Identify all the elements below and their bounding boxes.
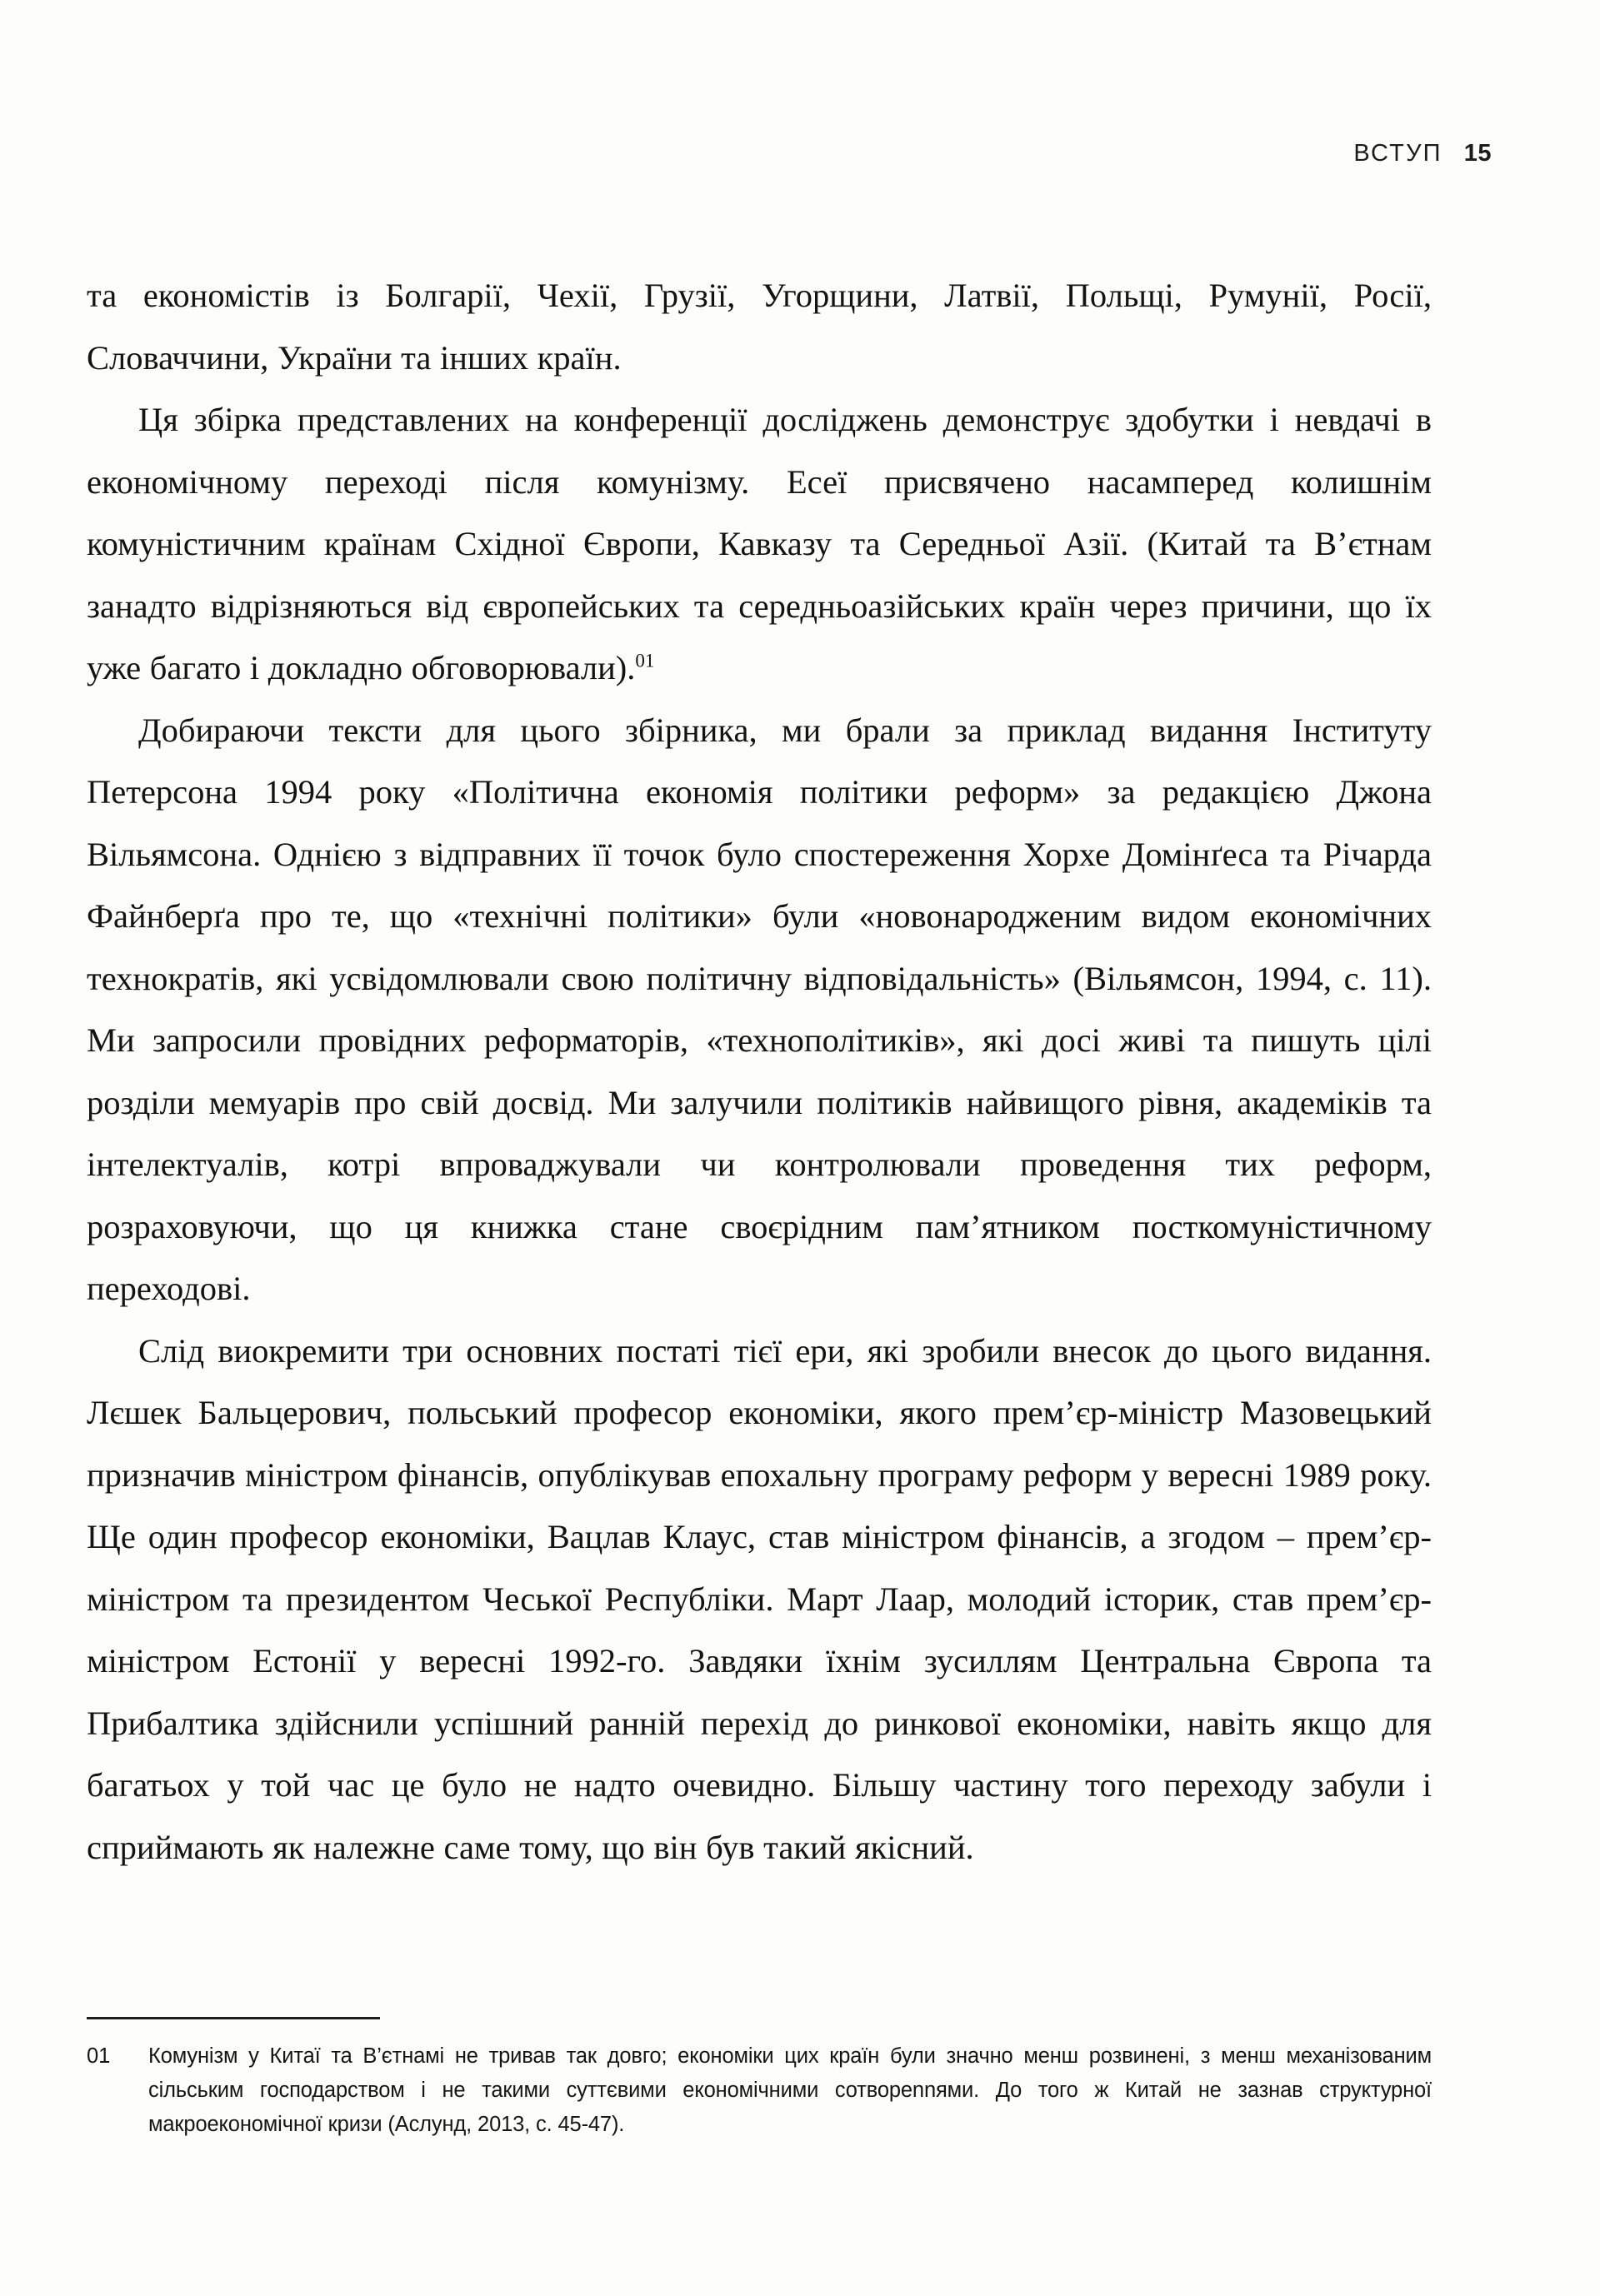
body-text-block: [87, 265, 1432, 1879]
footnote-number: 01: [87, 2044, 111, 2068]
footnote-separator-rule: [87, 2017, 380, 2019]
footnote-reference-01[interactable]: 01: [635, 650, 655, 671]
running-head: [0, 140, 1492, 167]
footnote-01: [87, 2039, 1432, 2142]
paragraph-collection-text: Ця збірка представлених на конференції досліджень демонструє здобутки і невдачі в економічному переході після комунізму. Есеї присвячено насамперед колишнім комуністичним країнам Східної Європи, Кавказу та Середньої Азії. (Китай та В’єтнам занадто відрізняються від європейських та середньоазійських країн через причини, що їх уже багато і докладно обговорювали).: [87, 401, 1432, 686]
paragraph-continued: та економістів із Болгарії, Чехії, Грузії, Угорщини, Латвії, Польщі, Румунії, Росії, Словаччини, України та інших країн.: [87, 277, 1432, 377]
paragraph-texts: Добираючи тексти для цього збірника, ми брали за приклад видання Інституту Петерсона 1994 року «Політична економія політики реформ» за редакцією Джона Вільямсона. Однією з відправних її точок було спостереження Хорхе Домінґеса та Річарда Файнберґа про те, що «технічні політики» були «новонародженим видом економічних технократів, які усвідомлювали свою політичну відповідальність» (Вільямсон, 1994, с. 11). Ми запросили провідних реформаторів, «технополітиків», які досі живі та пишуть цілі розділи мемуарів про свій досвід. Ми залучили політиків найвищого рівня, академіків та інтелектуалів, котрі впроваджували чи контролювали проведення тих реформ, розраховуючи, що ця книжка стане своєрідним пам’ятником посткомуністичному переходові.: [87, 711, 1432, 1307]
running-head-section: ВСТУП: [1353, 140, 1442, 167]
paragraph-collection: [87, 389, 1432, 700]
page-number: 15: [1463, 140, 1492, 167]
paragraph-figures: Слід виокремити три основних постаті тієї ери, які зробили внесок до цього видання. Лєшек Бальцерович, польський професор економіки, якого прем’єр-міністр Мазовецький призначив міністром фінансів, опублікував епохальну програму реформ у вересні 1989 року. Ще один професор економіки, Вацлав Клаус, став міністром фінансів, а згодом – прем’єр-міністром та президентом Чеської Республіки. Март Лаар, молодий історик, став прем’єр-міністром Естонії у вересні 1992-го. Завдяки їхнім зусиллям Центральна Європа та Прибалтика здійснили успішний ранній перехід до ринкової економіки, навіть якщо для багатьох у той час це було не надто очевидно. Більшу частину того переходу забули і сприймають як належне саме тому, що він був такий якісний.: [87, 1331, 1432, 1866]
footnote-text: Комунізм у Китаї та В’єтнамі не тривав так довго; економіки цих країн були значно менш розвинені, з менш механізованим сільським господарством і не такими суттєвими економічними сотворennями. До того ж Китай не зазнав структурної макроекономічної кризи (Аслунд, 2013, с. 45-47).: [148, 2044, 1432, 2136]
